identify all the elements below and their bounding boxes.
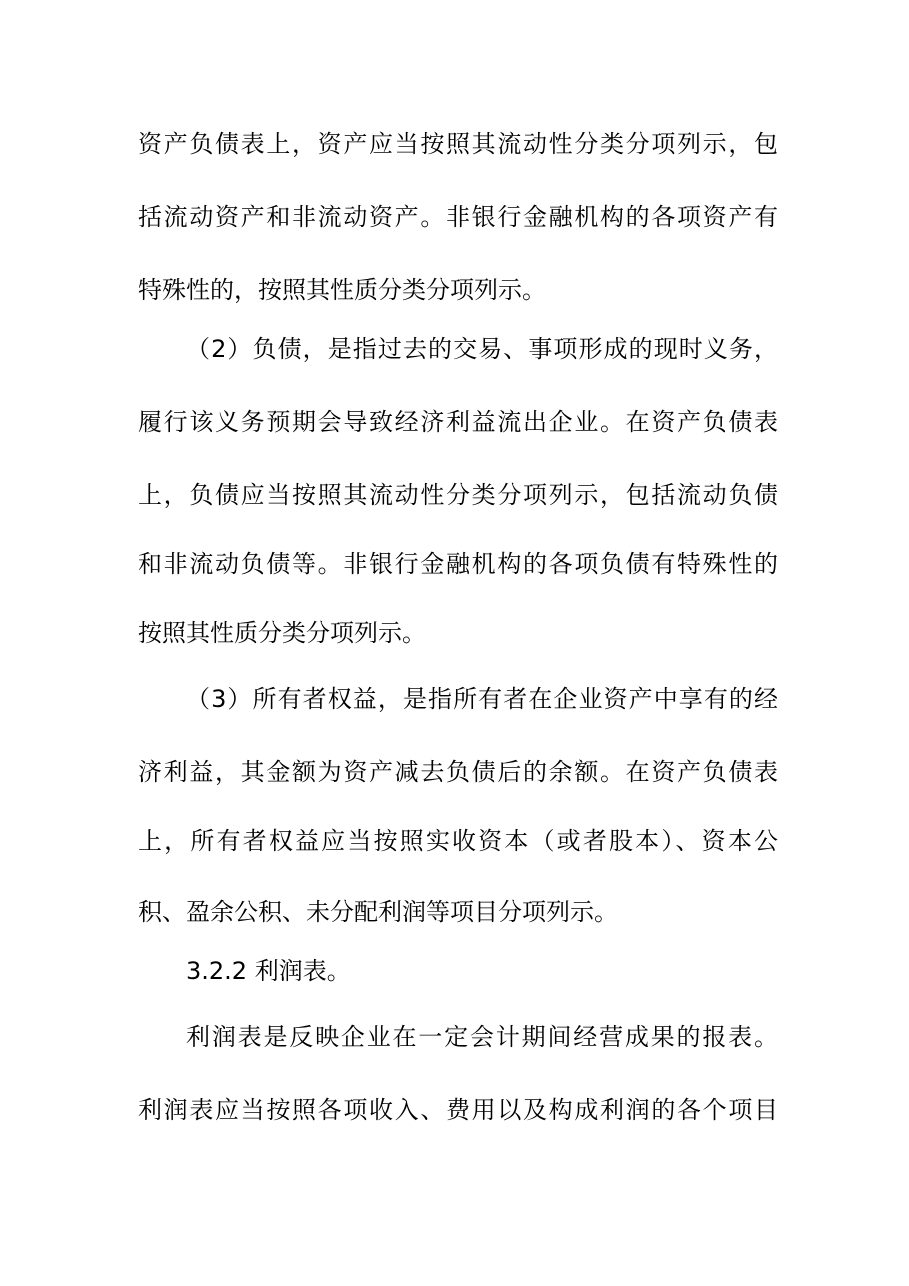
text-line: 特殊性的，按照其性质分类分项列示。 <box>138 276 546 304</box>
text-line: 和非流动负债等。非银行金融机构的各项负债有特殊性的 <box>138 550 778 578</box>
paragraph-start-line: （3）所有者权益，是指所有者在企业资产中享有的经 <box>186 685 778 713</box>
text-line: 履行该义务预期会导致经济利益流出企业。在资产负债表 <box>138 408 778 436</box>
text-line: 括流动资产和非流动资产。非银行金融机构的各项资产有 <box>138 203 778 231</box>
text-line: 济利益，其金额为资产减去负债后的余额。在资产负债表 <box>138 758 778 786</box>
paragraph-start-line: 利润表是反映企业在一定会计期间经营成果的报表。 <box>186 1023 778 1051</box>
text-line: 上，所有者权益应当按照实收资本（或者股本）、资本公 <box>138 827 778 855</box>
text-line: 按照其性质分类分项列示。 <box>138 619 426 647</box>
text-line: 上，负债应当按照其流动性分类分项列示，包括流动负债 <box>138 481 778 509</box>
text-line: 积、盈余公积、未分配利润等项目分项列示。 <box>138 898 618 926</box>
text-line: 资产负债表上，资产应当按照其流动性分类分项列示，包 <box>138 130 778 158</box>
section-heading: 3.2.2 利润表。 <box>186 957 351 985</box>
paragraph-start-line: （2）负债，是指过去的交易、事项形成的现时义务， <box>186 335 778 363</box>
text-line: 利润表应当按照各项收入、费用以及构成利润的各个项目 <box>138 1096 778 1124</box>
